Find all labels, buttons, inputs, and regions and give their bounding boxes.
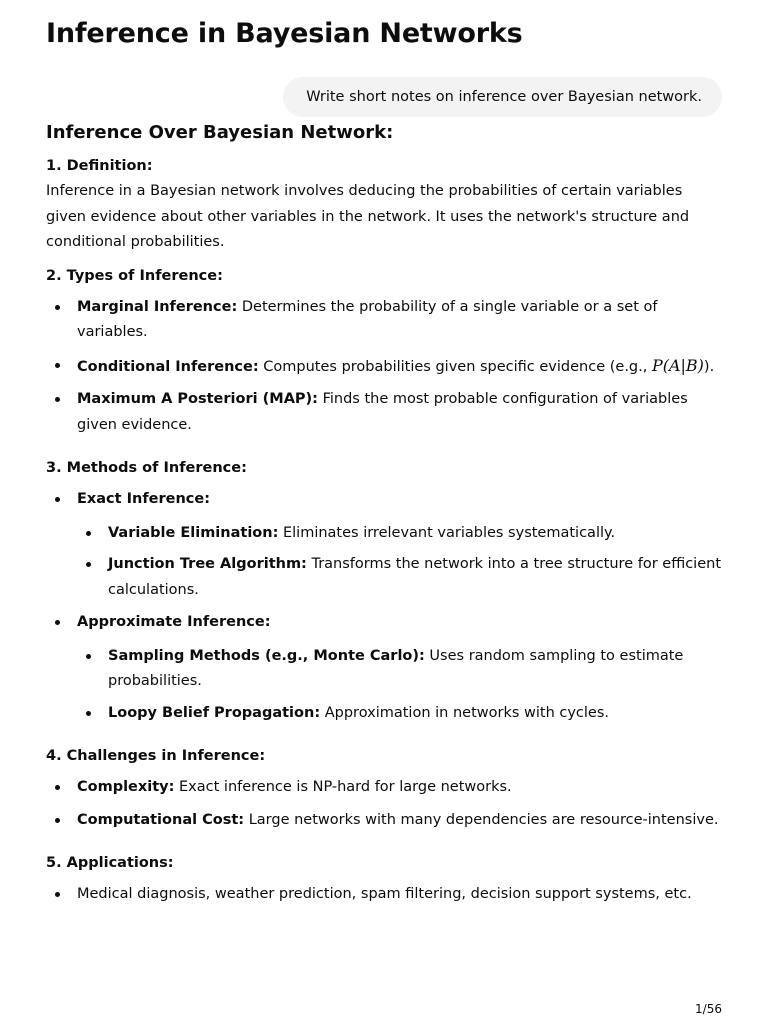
list-item bbox=[77, 552, 726, 603]
applications-section bbox=[46, 851, 726, 908]
list-item-term: Marginal Inference: bbox=[77, 298, 238, 315]
list-item bbox=[46, 387, 726, 438]
list-item-term: Sampling Methods (e.g., Monte Carlo): bbox=[108, 647, 425, 664]
list-item bbox=[46, 487, 726, 603]
list-item-text: Exact inference is NP-hard for large networks. bbox=[174, 779, 512, 795]
list-item-text: Approximation in networks with cycles. bbox=[320, 704, 610, 721]
list-item-text: Transforms the network into a tree structure for efficient calculations. bbox=[108, 556, 722, 598]
applications-title: 5. Applications: bbox=[46, 855, 174, 871]
list-item-term: Complexity: bbox=[77, 779, 175, 795]
list-item-term: Loopy Belief Propagation: bbox=[108, 704, 321, 721]
list-item-term: Junction Tree Algorithm: bbox=[108, 556, 307, 572]
methods-title: 3. Methods of Inference: bbox=[46, 460, 247, 476]
list-item bbox=[46, 882, 726, 908]
challenges-list bbox=[46, 775, 726, 833]
types-section bbox=[46, 264, 726, 439]
applications-list bbox=[46, 882, 726, 908]
list-item bbox=[77, 521, 726, 547]
list-item-term: Maximum A Posteriori (MAP): bbox=[77, 391, 318, 407]
methods-list bbox=[46, 487, 726, 726]
definition-title: 1. Definition: bbox=[46, 158, 153, 174]
list-item-text: Computes probabilities given specific evidence (e.g., bbox=[258, 358, 652, 375]
definition-section bbox=[46, 154, 726, 256]
exact-inference-sublist bbox=[77, 521, 726, 604]
types-title: 2. Types of Inference: bbox=[46, 267, 223, 284]
list-item-text: Medical diagnosis, weather prediction, spam filtering, decision support systems, etc. bbox=[77, 886, 692, 902]
list-item-term: Conditional Inference: bbox=[77, 358, 259, 375]
list-item bbox=[46, 295, 726, 346]
list-item bbox=[77, 701, 726, 727]
list-item-text: Uses random sampling to estimate probabilities. bbox=[108, 647, 684, 689]
challenges-section bbox=[46, 744, 726, 833]
page-number: 1/56 bbox=[695, 1002, 722, 1016]
answer-heading: Inference Over Bayesian Network: bbox=[46, 122, 394, 143]
list-item-text-after: ). bbox=[703, 358, 715, 375]
list-item bbox=[46, 775, 726, 801]
page-title: Inference in Bayesian Networks bbox=[46, 18, 523, 49]
list-item-term: Computational Cost: bbox=[77, 811, 245, 828]
approximate-inference-sublist bbox=[77, 644, 726, 727]
list-item bbox=[46, 610, 726, 726]
list-item-term: Variable Elimination: bbox=[108, 524, 279, 541]
user-prompt-bubble: Write short notes on inference over Bayesian network. bbox=[283, 77, 722, 117]
list-item-text: Finds the most probable configuration of variables given evidence. bbox=[77, 391, 688, 433]
challenges-title: 4. Challenges in Inference: bbox=[46, 748, 266, 764]
list-item bbox=[46, 353, 726, 381]
types-list bbox=[46, 295, 726, 439]
definition-text: Inference in a Bayesian network involves deducing the probabilities of certain variables given evidence about other variables in the network. It uses the network's structure and conditional probabilities. bbox=[46, 183, 690, 250]
answer-content bbox=[46, 119, 726, 916]
list-item-text: Determines the probability of a single variable or a set of variables. bbox=[77, 298, 658, 340]
exact-inference-label: Exact Inference: bbox=[77, 491, 211, 507]
list-item-text: Eliminates irrelevant variables systematically. bbox=[278, 524, 616, 541]
methods-section bbox=[46, 456, 726, 726]
math-expression: P(A|B) bbox=[651, 355, 704, 375]
list-item bbox=[77, 644, 726, 695]
list-item bbox=[46, 808, 726, 834]
approximate-inference-label: Approximate Inference: bbox=[77, 614, 271, 630]
list-item-text: Large networks with many dependencies are resource-intensive. bbox=[244, 811, 719, 828]
